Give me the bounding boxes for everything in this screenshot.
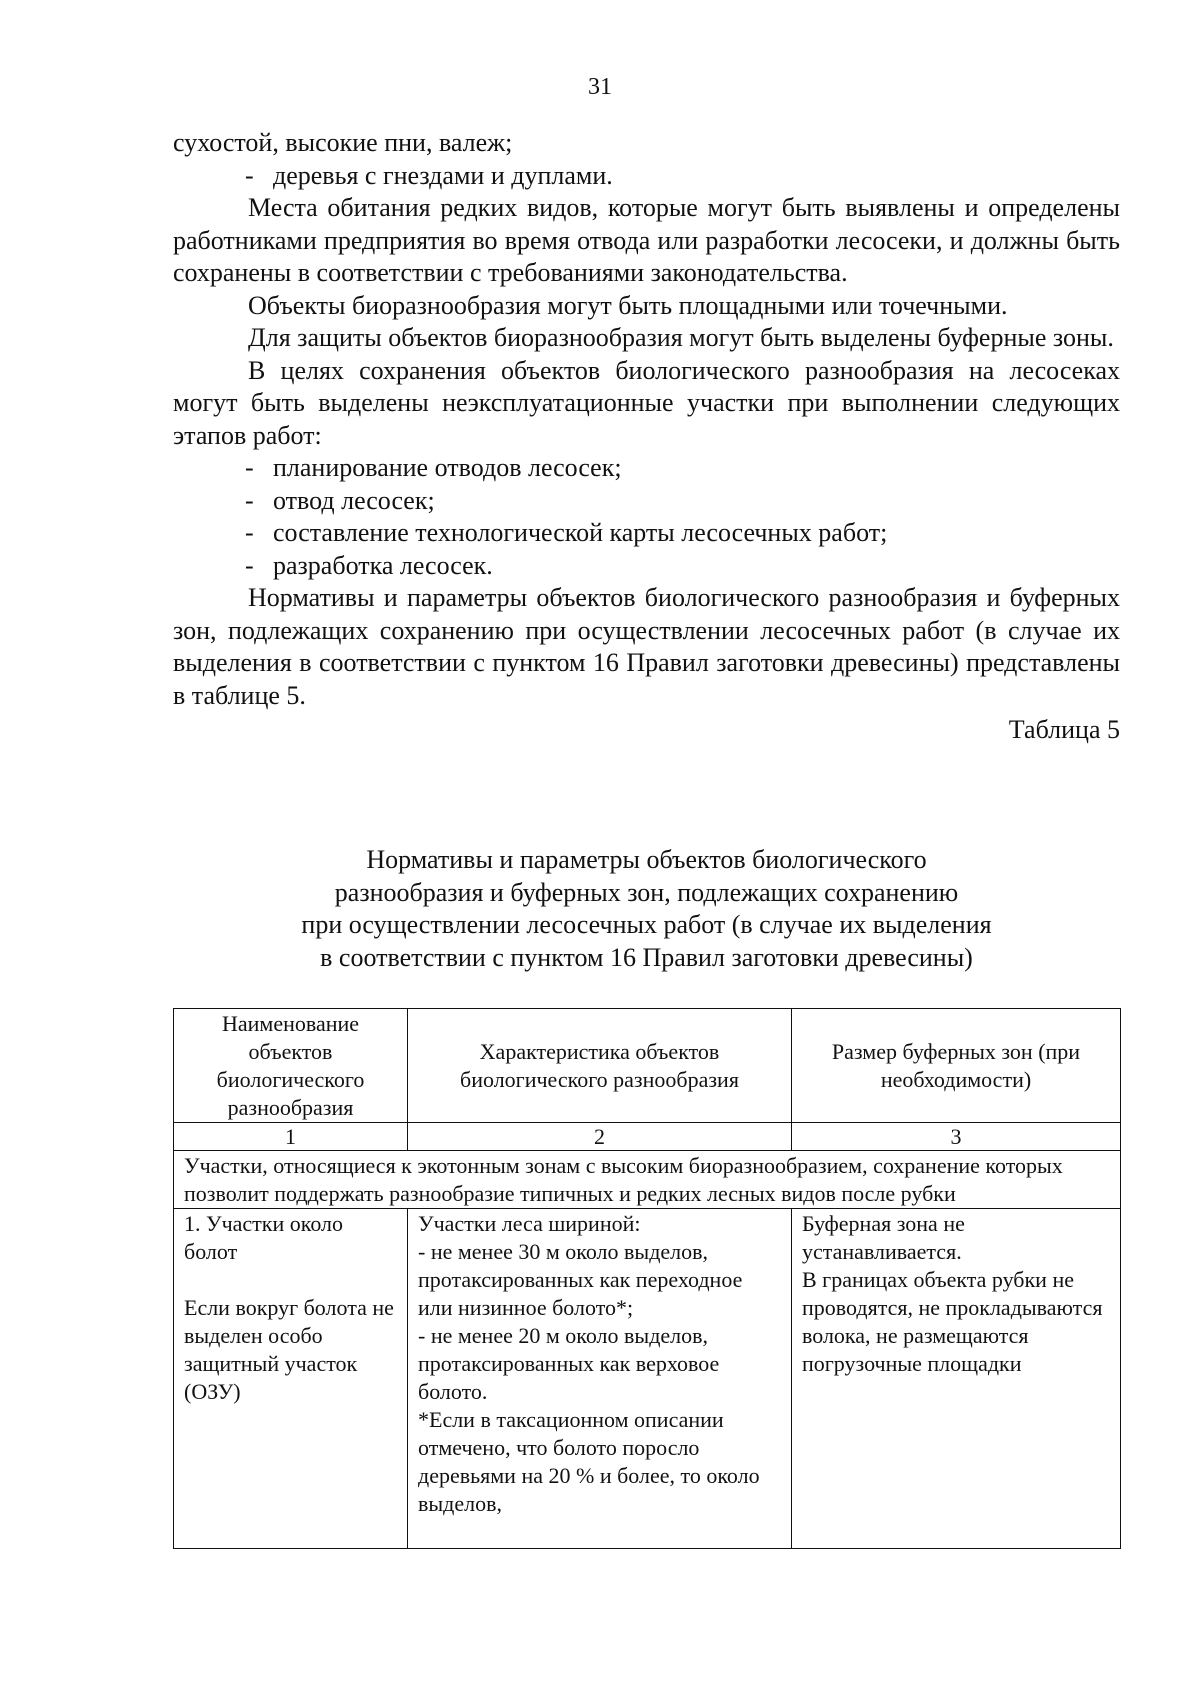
page-number: 31 (588, 74, 612, 100)
table-group-row (174, 1151, 1121, 1209)
dash-marker: - (245, 453, 254, 482)
cell-buffer-size (792, 1209, 1121, 1549)
norms-table (173, 1008, 1121, 1549)
table-title-line: разнообразия и буферных зон, подлежащих сохранению (334, 877, 959, 907)
object-name: 1. Участки около болот (184, 1211, 344, 1264)
paragraph-biodiversity-objects: Объекты биоразнообразия могут быть площадными или точечными. (248, 290, 1008, 320)
header-cell-characteristic: Характеристика объектов биологического разнообразия (408, 1009, 792, 1123)
table-title-line: в соответствии с пунктом 16 Правил заготовки древесины) (320, 942, 973, 972)
number-cell: 1 (174, 1123, 408, 1151)
characteristic-intro: Участки леса шириной: (418, 1211, 641, 1236)
buffer-text: Буферная зона не устанавливается. (802, 1211, 965, 1264)
number-cell: 3 (792, 1123, 1121, 1151)
table-header-row (174, 1009, 1121, 1123)
buffer-text: В границах объекта рубки не проводятся, не прокладываются волока, не размещаются погрузочные площадки (802, 1267, 1103, 1376)
paragraph-rare-species: Места обитания редких видов, которые могут быть выявлены и определены работниками предприятия во время отвода или разработки лесосеки, и должны быть сохранены в соответствии с требованиями законодательства. (173, 193, 1120, 287)
cell-object-name (174, 1209, 408, 1549)
cell-object-characteristic (408, 1209, 792, 1549)
characteristic-note: *Если в таксационном описании отмечено, что болото поросло деревьями на 20 % и более, то около выделов, (418, 1407, 760, 1516)
dash-marker: - (245, 518, 254, 547)
header-cell-buffer-size: Размер буферных зон (при необходимости) (792, 1009, 1121, 1123)
number-cell: 2 (408, 1123, 792, 1151)
dash-marker: - (245, 160, 254, 190)
list-item-nest-trees: - деревья с гнездами и дуплами. (173, 160, 1120, 193)
object-name-note: Если вокруг болота не выделен особо защитный участок (ОЗУ) (184, 1295, 394, 1404)
group-heading-cell: Участки, относящиеся к экотонным зонам с высоким биоразнообразием, сохранение которых позволит поддержать разнообразие типичных и редких лесных видов после рубки (174, 1151, 1121, 1209)
body-text (173, 127, 1120, 747)
paragraph-buffer-zones: Для защиты объектов биоразнообразия могут быть выделены буферные зоны. (248, 323, 1114, 352)
paragraph-work-stages: В целях сохранения объектов биологического разнообразия на лесосеках могут быть выделены неэксплуатационные участки при выполнении следующих этапов работ: (173, 355, 1120, 450)
table-title-line: при осуществлении лесосечных работ (в случае их выделения (301, 910, 992, 939)
dash-marker: - (245, 550, 254, 580)
list-item-development: - разработка лесосек. (173, 550, 1120, 583)
table-title (173, 844, 1120, 974)
dash-marker: - (245, 485, 254, 515)
characteristic-item: - не менее 30 м около выделов, протаксированных как переходное или низинное болото*; (418, 1239, 743, 1320)
table-label: Таблица 5 (1008, 715, 1120, 744)
table-row (174, 1209, 1121, 1549)
text-line-deadwood: сухостой, высокие пни, валеж; (173, 128, 513, 157)
header-cell-name: Наименование объектов биологического разнообразия (174, 1009, 408, 1123)
list-item-planning: - планирование отводов лесосек; (173, 452, 1120, 485)
characteristic-item: - не менее 20 м около выделов, протаксированных как верховое болото. (418, 1323, 720, 1404)
paragraph-norms: Нормативы и параметры объектов биологического разнообразия и буферных зон, подлежащих сохранению при осуществлении лесосечных работ (в случае их выделения в соответствии с пунктом 16 Правил заготовки древесины) представлены в таблице 5. (173, 583, 1120, 710)
list-item-allotment: - отвод лесосек; (173, 485, 1120, 518)
table-title-line: Нормативы и параметры объектов биологического (366, 845, 927, 874)
list-item-tech-map: - составление технологической карты лесосечных работ; (173, 517, 1120, 550)
table-number-row (174, 1123, 1121, 1151)
